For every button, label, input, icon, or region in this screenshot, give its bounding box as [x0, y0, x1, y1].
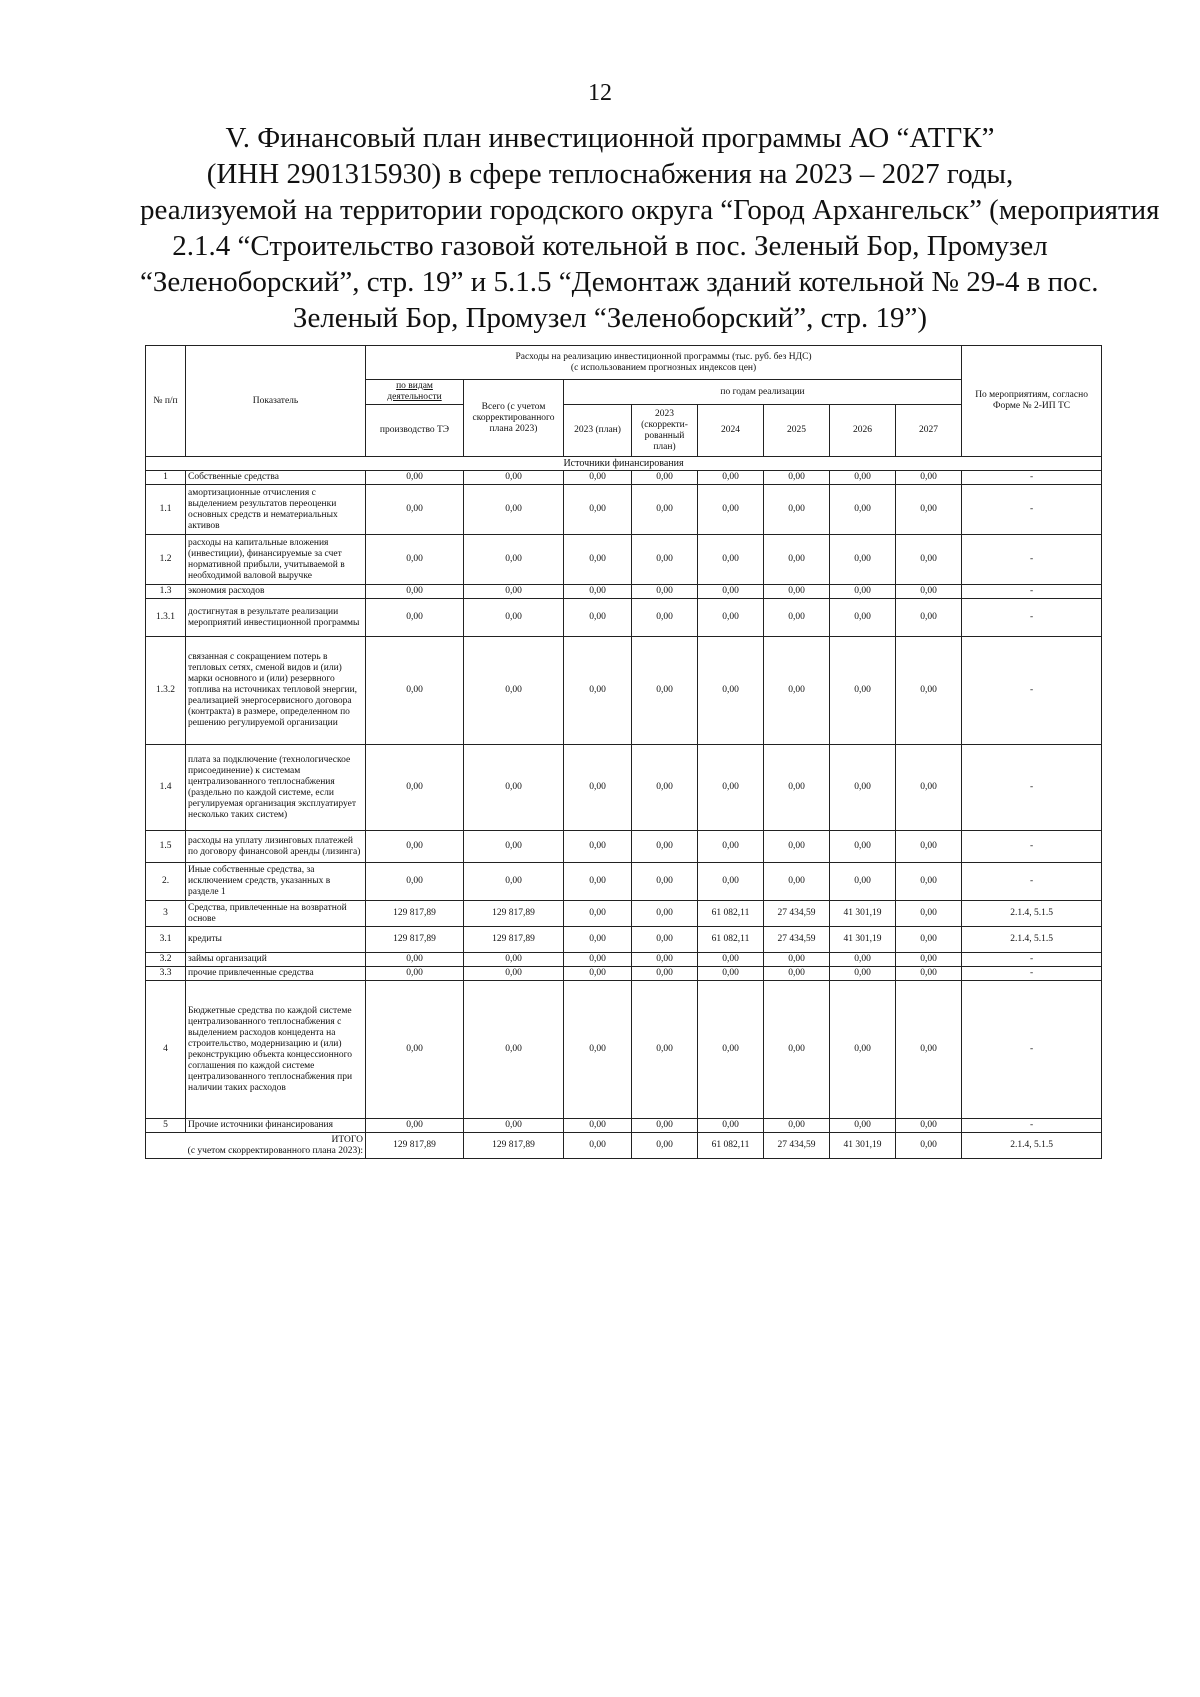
- cell-2026: 0,00: [830, 831, 896, 863]
- cell-total: 0,00: [464, 471, 564, 485]
- row-label: займы организаций: [186, 953, 366, 967]
- cell-2027: 0,00: [896, 599, 962, 637]
- cell-2023-adjusted: 0,00: [632, 599, 698, 637]
- cell-total: 0,00: [464, 585, 564, 599]
- total-measure-ref: 2.1.4, 5.1.5: [962, 1133, 1102, 1159]
- row-label: расходы на капитальные вложения (инвестиции), финансируемые за счет нормативной прибыли, учитываемой в необходимой валовой выручке: [186, 535, 366, 585]
- row-label: амортизационные отчисления с выделением результатов переоценки основных средств и нематериальных активов: [186, 485, 366, 535]
- cell-total: 0,00: [464, 863, 564, 901]
- cell-2024: 61 082,11: [698, 927, 764, 953]
- cell-2023-adjusted: 0,00: [632, 927, 698, 953]
- title-line: (ИНН 2901315930) в сфере теплоснабжения на 2023 – 2027 годы,: [206, 158, 1014, 190]
- row-label: Иные собственные средства, за исключением средств, указанных в разделе 1: [186, 863, 366, 901]
- row-label: достигнутая в результате реализации мероприятий инвестиционной программы: [186, 599, 366, 637]
- title-line: 2.1.4 “Строительство газовой котельной в пос. Зеленый Бор, Промузел: [172, 230, 1048, 262]
- cell-2027: 0,00: [896, 927, 962, 953]
- total-2023-adjusted: 0,00: [632, 1133, 698, 1159]
- cell-2026: 0,00: [830, 585, 896, 599]
- total-label: [146, 1133, 366, 1159]
- cell-2023-adjusted: 0,00: [632, 637, 698, 745]
- header-2025: 2025: [764, 405, 830, 457]
- cell-measure-ref: 2.1.4, 5.1.5: [962, 901, 1102, 927]
- table-row: [146, 599, 1102, 637]
- cell-measure-ref: -: [962, 953, 1102, 967]
- cell-production: 0,00: [366, 471, 464, 485]
- cell-production: 0,00: [366, 1119, 464, 1133]
- cell-2027: 0,00: [896, 967, 962, 981]
- cell-measure-ref: -: [962, 831, 1102, 863]
- header-total-adjusted: Всего (с учетом скорректированного плана 2023): [464, 380, 564, 457]
- cell-total: 0,00: [464, 1119, 564, 1133]
- cell-total: 129 817,89: [464, 901, 564, 927]
- row-label: кредиты: [186, 927, 366, 953]
- cell-2025: 27 434,59: [764, 901, 830, 927]
- row-label: Собственные средства: [186, 471, 366, 485]
- cell-2025: 0,00: [764, 981, 830, 1119]
- row-number: 1.3.2: [146, 637, 186, 745]
- cell-production: 129 817,89: [366, 927, 464, 953]
- table-row: [146, 1119, 1102, 1133]
- header-2026: 2026: [830, 405, 896, 457]
- cell-2025: 27 434,59: [764, 927, 830, 953]
- cell-production: 0,00: [366, 967, 464, 981]
- total-2023-plan: 0,00: [564, 1133, 632, 1159]
- document-title: [140, 120, 1160, 336]
- cell-2023-adjusted: 0,00: [632, 967, 698, 981]
- table-row: [146, 637, 1102, 745]
- cell-2027: 0,00: [896, 1119, 962, 1133]
- cell-2027: 0,00: [896, 535, 962, 585]
- cell-2026: 0,00: [830, 953, 896, 967]
- cell-2026: 0,00: [830, 637, 896, 745]
- row-number: 1.3.1: [146, 599, 186, 637]
- row-label: прочие привлеченные средства: [186, 967, 366, 981]
- cell-2023-adjusted: 0,00: [632, 745, 698, 831]
- cell-2024: 61 082,11: [698, 901, 764, 927]
- row-label: экономия расходов: [186, 585, 366, 599]
- total-production: 129 817,89: [366, 1133, 464, 1159]
- table-row: [146, 863, 1102, 901]
- cell-2023-adjusted: 0,00: [632, 863, 698, 901]
- cell-2025: 0,00: [764, 831, 830, 863]
- title-line: реализуемой на территории городского округа “Город Архангельск” (мероприятия: [140, 194, 1160, 226]
- cell-2024: 0,00: [698, 953, 764, 967]
- cell-2024: 0,00: [698, 637, 764, 745]
- cell-2023-plan: 0,00: [564, 953, 632, 967]
- table-body: [146, 457, 1102, 1159]
- table-header: [146, 346, 1102, 457]
- cell-measure-ref: -: [962, 981, 1102, 1119]
- table-row: [146, 981, 1102, 1119]
- total-total: 129 817,89: [464, 1133, 564, 1159]
- cell-2024: 0,00: [698, 599, 764, 637]
- cell-2023-plan: 0,00: [564, 1119, 632, 1133]
- table-row: [146, 745, 1102, 831]
- cell-2023-adjusted: 0,00: [632, 471, 698, 485]
- cell-measure-ref: -: [962, 745, 1102, 831]
- cell-production: 0,00: [366, 535, 464, 585]
- cell-2027: 0,00: [896, 901, 962, 927]
- cell-2026: 0,00: [830, 981, 896, 1119]
- row-number: 1.5: [146, 831, 186, 863]
- cell-2027: 0,00: [896, 863, 962, 901]
- cell-2027: 0,00: [896, 831, 962, 863]
- cell-2023-plan: 0,00: [564, 745, 632, 831]
- cell-2025: 0,00: [764, 967, 830, 981]
- cell-2024: 0,00: [698, 471, 764, 485]
- cell-2023-plan: 0,00: [564, 535, 632, 585]
- header-2024: 2024: [698, 405, 764, 457]
- header-expenses-line2: (с использованием прогнозных индексов цен): [570, 362, 757, 373]
- cell-measure-ref: -: [962, 863, 1102, 901]
- cell-2027: 0,00: [896, 953, 962, 967]
- table-row: [146, 967, 1102, 981]
- cell-production: 129 817,89: [366, 901, 464, 927]
- cell-production: 0,00: [366, 637, 464, 745]
- row-number: 3: [146, 901, 186, 927]
- cell-measure-ref: -: [962, 535, 1102, 585]
- cell-2026: 0,00: [830, 745, 896, 831]
- cell-production: 0,00: [366, 863, 464, 901]
- cell-2023-adjusted: 0,00: [632, 585, 698, 599]
- cell-2024: 0,00: [698, 485, 764, 535]
- cell-2026: 0,00: [830, 485, 896, 535]
- total-2024: 61 082,11: [698, 1133, 764, 1159]
- cell-2023-plan: 0,00: [564, 967, 632, 981]
- header-indicator: Показатель: [186, 346, 366, 457]
- cell-2023-plan: 0,00: [564, 599, 632, 637]
- page-number: 12: [588, 80, 612, 106]
- cell-2023-adjusted: 0,00: [632, 831, 698, 863]
- table-row: [146, 471, 1102, 485]
- cell-total: 0,00: [464, 637, 564, 745]
- cell-2023-adjusted: 0,00: [632, 953, 698, 967]
- cell-2025: 0,00: [764, 599, 830, 637]
- cell-measure-ref: -: [962, 471, 1102, 485]
- header-production: производство ТЭ: [366, 405, 464, 457]
- row-number: 1.4: [146, 745, 186, 831]
- header-by-measures: По мероприятиям, согласно Форме № 2-ИП ТС: [962, 346, 1102, 457]
- section-title: Источники финансирования: [146, 457, 1102, 471]
- cell-2027: 0,00: [896, 745, 962, 831]
- financing-table: [145, 345, 1102, 1159]
- cell-total: 0,00: [464, 535, 564, 585]
- row-label: расходы на уплату лизинговых платежей по договору финансовой аренды (лизинга): [186, 831, 366, 863]
- cell-2023-plan: 0,00: [564, 485, 632, 535]
- row-number: 3.1: [146, 927, 186, 953]
- cell-2024: 0,00: [698, 967, 764, 981]
- header-expenses-line1: Расходы на реализацию инвестиционной программы (тыс. руб. без НДС): [515, 351, 812, 362]
- cell-2026: 41 301,19: [830, 927, 896, 953]
- cell-measure-ref: -: [962, 637, 1102, 745]
- row-label: Бюджетные средства по каждой системе централизованного теплоснабжения с выделением расходов концедента на строительство, модернизацию и (или) реконструкцию объекта концессионного соглашения по каждой системе централизованного теплоснабжения при наличии таких расходов: [186, 981, 366, 1119]
- cell-2023-plan: 0,00: [564, 585, 632, 599]
- total-2027: 0,00: [896, 1133, 962, 1159]
- cell-total: 0,00: [464, 745, 564, 831]
- cell-2023-adjusted: 0,00: [632, 535, 698, 585]
- total-2026: 41 301,19: [830, 1133, 896, 1159]
- total-label-line2: (с учетом скорректированного плана 2023):: [187, 1145, 363, 1156]
- cell-2027: 0,00: [896, 485, 962, 535]
- total-2025: 27 434,59: [764, 1133, 830, 1159]
- cell-2025: 0,00: [764, 953, 830, 967]
- cell-2027: 0,00: [896, 585, 962, 599]
- table-row: [146, 901, 1102, 927]
- cell-production: 0,00: [366, 599, 464, 637]
- title-line: “Зеленоборский”, стр. 19” и 5.1.5 “Демонтаж зданий котельной № 29-4 в пос.: [140, 266, 1099, 298]
- cell-2023-plan: 0,00: [564, 637, 632, 745]
- cell-2026: 0,00: [830, 471, 896, 485]
- header-by-activity: по видам деятельности: [366, 380, 464, 405]
- cell-measure-ref: -: [962, 1119, 1102, 1133]
- cell-2025: 0,00: [764, 637, 830, 745]
- cell-production: 0,00: [366, 981, 464, 1119]
- table-row: [146, 585, 1102, 599]
- row-number: 4: [146, 981, 186, 1119]
- table-row: [146, 831, 1102, 863]
- cell-2026: 0,00: [830, 863, 896, 901]
- cell-2023-adjusted: 0,00: [632, 901, 698, 927]
- cell-2024: 0,00: [698, 585, 764, 599]
- cell-total: 0,00: [464, 831, 564, 863]
- table-row: [146, 535, 1102, 585]
- cell-2025: 0,00: [764, 745, 830, 831]
- cell-production: 0,00: [366, 745, 464, 831]
- cell-2024: 0,00: [698, 981, 764, 1119]
- cell-2023-plan: 0,00: [564, 831, 632, 863]
- cell-production: 0,00: [366, 953, 464, 967]
- cell-total: 0,00: [464, 981, 564, 1119]
- table-row: [146, 485, 1102, 535]
- cell-2025: 0,00: [764, 585, 830, 599]
- row-label: Средства, привлеченные на возвратной основе: [186, 901, 366, 927]
- row-number: 1: [146, 471, 186, 485]
- cell-2025: 0,00: [764, 471, 830, 485]
- cell-2025: 0,00: [764, 1119, 830, 1133]
- cell-measure-ref: -: [962, 585, 1102, 599]
- total-row: [146, 1133, 1102, 1159]
- cell-total: 129 817,89: [464, 927, 564, 953]
- cell-2026: 41 301,19: [830, 901, 896, 927]
- cell-measure-ref: 2.1.4, 5.1.5: [962, 927, 1102, 953]
- cell-2025: 0,00: [764, 535, 830, 585]
- cell-total: 0,00: [464, 953, 564, 967]
- cell-2023-plan: 0,00: [564, 471, 632, 485]
- cell-2024: 0,00: [698, 1119, 764, 1133]
- table-row: [146, 953, 1102, 967]
- row-label: плата за подключение (технологическое присоединение) к системам централизованного теплоснабжения (раздельно по каждой системе, если регулируемая организация эксплуатирует несколько таких систем): [186, 745, 366, 831]
- cell-production: 0,00: [366, 585, 464, 599]
- cell-2026: 0,00: [830, 967, 896, 981]
- cell-production: 0,00: [366, 485, 464, 535]
- cell-2024: 0,00: [698, 535, 764, 585]
- title-line: Зеленый Бор, Промузел “Зеленоборский”, стр. 19”): [292, 302, 928, 334]
- row-number: 1.3: [146, 585, 186, 599]
- cell-measure-ref: -: [962, 485, 1102, 535]
- title-line: V. Финансовый план инвестиционной программы АО “АТГК”: [225, 122, 995, 154]
- cell-2023-plan: 0,00: [564, 901, 632, 927]
- cell-measure-ref: -: [962, 967, 1102, 981]
- row-label: связанная с сокращением потерь в тепловых сетях, сменой видов и (или) марки основного и (или) резервного топлива на источниках тепловой энергии, реализацией энергосервисного договора (контракта) в размере, определенном по решению регулируемой организации: [186, 637, 366, 745]
- cell-2026: 0,00: [830, 1119, 896, 1133]
- row-number: 5: [146, 1119, 186, 1133]
- cell-total: 0,00: [464, 967, 564, 981]
- total-label-line1: ИТОГО: [331, 1134, 363, 1145]
- cell-2023-plan: 0,00: [564, 981, 632, 1119]
- cell-2026: 0,00: [830, 599, 896, 637]
- table-row: [146, 927, 1102, 953]
- cell-2023-adjusted: 0,00: [632, 1119, 698, 1133]
- header-2023-adjusted: 2023 (скорректи-рованный план): [632, 405, 698, 457]
- row-label: Прочие источники финансирования: [186, 1119, 366, 1133]
- cell-2024: 0,00: [698, 745, 764, 831]
- cell-2023-adjusted: 0,00: [632, 485, 698, 535]
- header-2023-plan: 2023 (план): [564, 405, 632, 457]
- row-number: 3.2: [146, 953, 186, 967]
- cell-2025: 0,00: [764, 863, 830, 901]
- cell-measure-ref: -: [962, 599, 1102, 637]
- cell-total: 0,00: [464, 485, 564, 535]
- cell-2024: 0,00: [698, 831, 764, 863]
- header-num: № п/п: [146, 346, 186, 457]
- header-expenses: [366, 346, 962, 380]
- cell-total: 0,00: [464, 599, 564, 637]
- header-by-years: по годам реализации: [564, 380, 962, 405]
- row-number: 3.3: [146, 967, 186, 981]
- row-number: 2.: [146, 863, 186, 901]
- cell-2023-plan: 0,00: [564, 927, 632, 953]
- cell-2026: 0,00: [830, 535, 896, 585]
- row-number: 1.1: [146, 485, 186, 535]
- cell-2027: 0,00: [896, 637, 962, 745]
- cell-2024: 0,00: [698, 863, 764, 901]
- cell-2023-plan: 0,00: [564, 863, 632, 901]
- header-2027: 2027: [896, 405, 962, 457]
- cell-2025: 0,00: [764, 485, 830, 535]
- cell-2023-adjusted: 0,00: [632, 981, 698, 1119]
- cell-2027: 0,00: [896, 471, 962, 485]
- row-number: 1.2: [146, 535, 186, 585]
- cell-production: 0,00: [366, 831, 464, 863]
- cell-2027: 0,00: [896, 981, 962, 1119]
